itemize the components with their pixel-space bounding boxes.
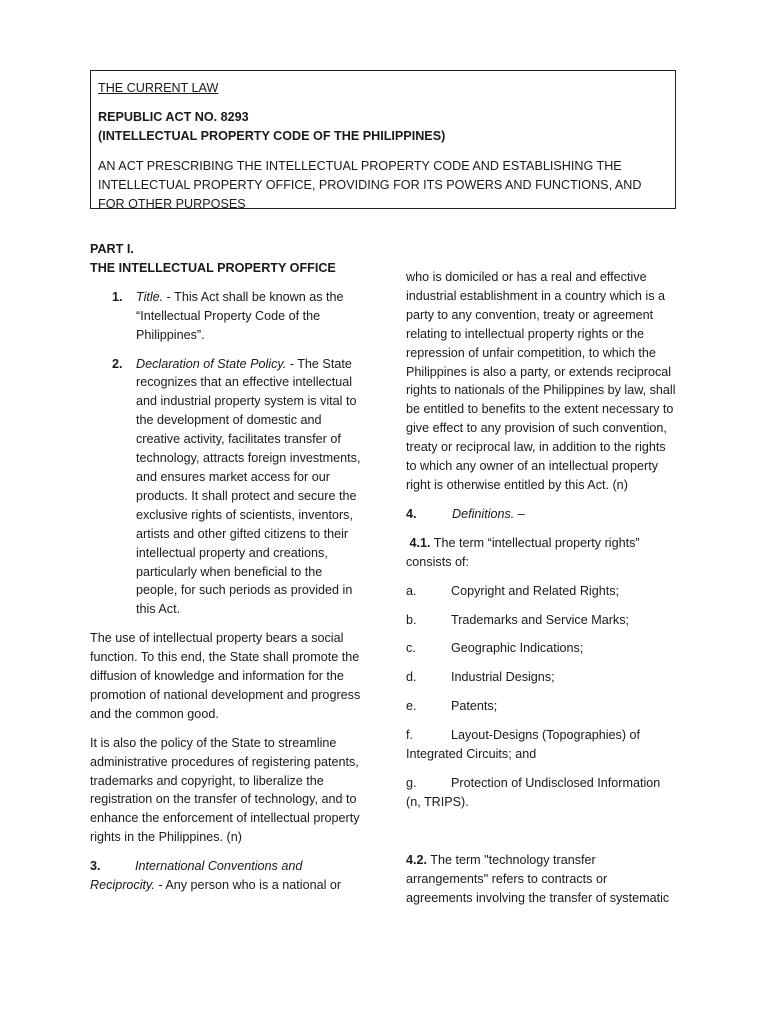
list-item: [406, 611, 676, 630]
list-item: [406, 726, 676, 764]
section-1-number: 1.: [112, 289, 123, 304]
act-name: (INTELLECTUAL PROPERTY CODE OF THE PHILIPPINES): [98, 128, 446, 143]
list-item-letter: d.: [406, 670, 417, 685]
list-item-letter: c.: [406, 641, 416, 656]
right-column: [406, 268, 676, 907]
section-1: [90, 288, 366, 345]
list-item-text: Industrial Designs;: [451, 670, 555, 685]
definition-4-2: [406, 851, 676, 908]
list-item: [406, 639, 676, 658]
list-item-letter: g.: [406, 775, 417, 790]
social-function-paragraph: The use of intellectual property bears a social function. To this end, the State shall promote the diffusion of knowledge and information for the promotion of national development and progress and the common good.: [90, 631, 361, 721]
part-heading: [90, 240, 366, 278]
section-2-text: - The State recognizes that an effective intellectual and industrial property system is vital to the development of domestic and creative activity, facilitates transfer of technology, attracts foreign investments, and ensures market access for our products. It shall protect and secure the exclusive rights of scientists, inventors, artists and other gifted citizens to their intellectual property and creations, particularly when beneficial to the people, for such periods as provided in this Act.: [136, 356, 361, 617]
definition-4-2-number: 4.2.: [406, 852, 428, 867]
list-item-text: Layout-Designs (Topographies) of Integrated Circuits; and: [406, 728, 641, 762]
section-3-continuation: who is domiciled or has a real and effective industrial establishment in a country which is a party to any convention, treaty or agreement relating to intellectual property rights or the repression of unfair competition, to which the Philippines is also a party, or extends reciprocal rights to nationals of the Philippines by law, shall be entitled to benefits to the extent necessary to give effect to any provision of such convention, treaty or reciprocal law, in addition to the rights to which any owner of an intellectual property right is otherwise entitled by this Act. (n): [406, 270, 676, 492]
list-item: [406, 668, 676, 687]
section-1-title: Title.: [136, 289, 164, 304]
list-item-letter: a.: [406, 583, 417, 598]
list-item-text: Trademarks and Service Marks;: [451, 612, 629, 627]
list-item: [406, 582, 676, 601]
act-number: REPUBLIC ACT NO. 8293: [98, 109, 249, 124]
section-2-title: Declaration of State Policy.: [136, 356, 287, 371]
list-item-letter: e.: [406, 699, 417, 714]
section-2-number: 2.: [112, 356, 123, 371]
section-3-title: International Conventions and Reciprocity.: [90, 859, 303, 893]
part-number: PART I.: [90, 242, 134, 256]
list-item-text: Protection of Undisclosed Information (n, TRIPS).: [406, 775, 661, 809]
list-item-letter: b.: [406, 612, 417, 627]
list-item: [406, 697, 676, 716]
part-title: THE INTELLECTUAL PROPERTY OFFICE: [90, 260, 336, 275]
current-law-label: THE CURRENT LAW: [98, 81, 219, 95]
list-item-text: Copyright and Related Rights;: [451, 583, 620, 598]
section-4: [406, 505, 676, 524]
section-4-text: –: [514, 506, 525, 521]
definition-4-1-text: The term “intellectual property rights” consists of:: [406, 535, 640, 569]
definition-4-1-number: 4.1.: [409, 535, 431, 550]
state-policy-paragraph: It is also the policy of the State to streamline administrative procedures of registering patents, trademarks and copyright, to liberalize the registration on the transfer of technology, and to enhance the enforcement of intellectual property rights in the Philippines. (n): [90, 735, 360, 845]
list-item-text: Geographic Indications;: [451, 641, 584, 656]
section-3: [90, 857, 366, 895]
left-column: [90, 240, 366, 895]
spacer: [406, 822, 676, 851]
act-header-box: [90, 70, 676, 209]
act-description: AN ACT PRESCRIBING THE INTELLECTUAL PROPERTY CODE AND ESTABLISHING THE INTELLECTUAL PROPERTY OFFICE, PROVIDING FOR ITS POWERS AND FUNCTIONS, AND FOR OTHER PURPOSES: [98, 158, 642, 211]
list-item-letter: f.: [406, 728, 413, 743]
section-1-text: - This Act shall be known as the “Intellectual Property Code of the Philippines”.: [136, 289, 344, 342]
list-item: [406, 774, 676, 812]
section-4-number: 4.: [406, 506, 417, 521]
section-2: [90, 355, 366, 620]
section-3-text: - Any person who is a national or: [154, 878, 342, 893]
definition-4-1: [406, 534, 676, 572]
section-3-number: 3.: [90, 859, 101, 874]
definition-4-2-text: The term "technology transfer arrangements" refers to contracts or agreements involving the transfer of systematic: [406, 852, 670, 905]
section-4-title: Definitions.: [452, 506, 515, 521]
list-item-text: Patents;: [451, 699, 498, 714]
